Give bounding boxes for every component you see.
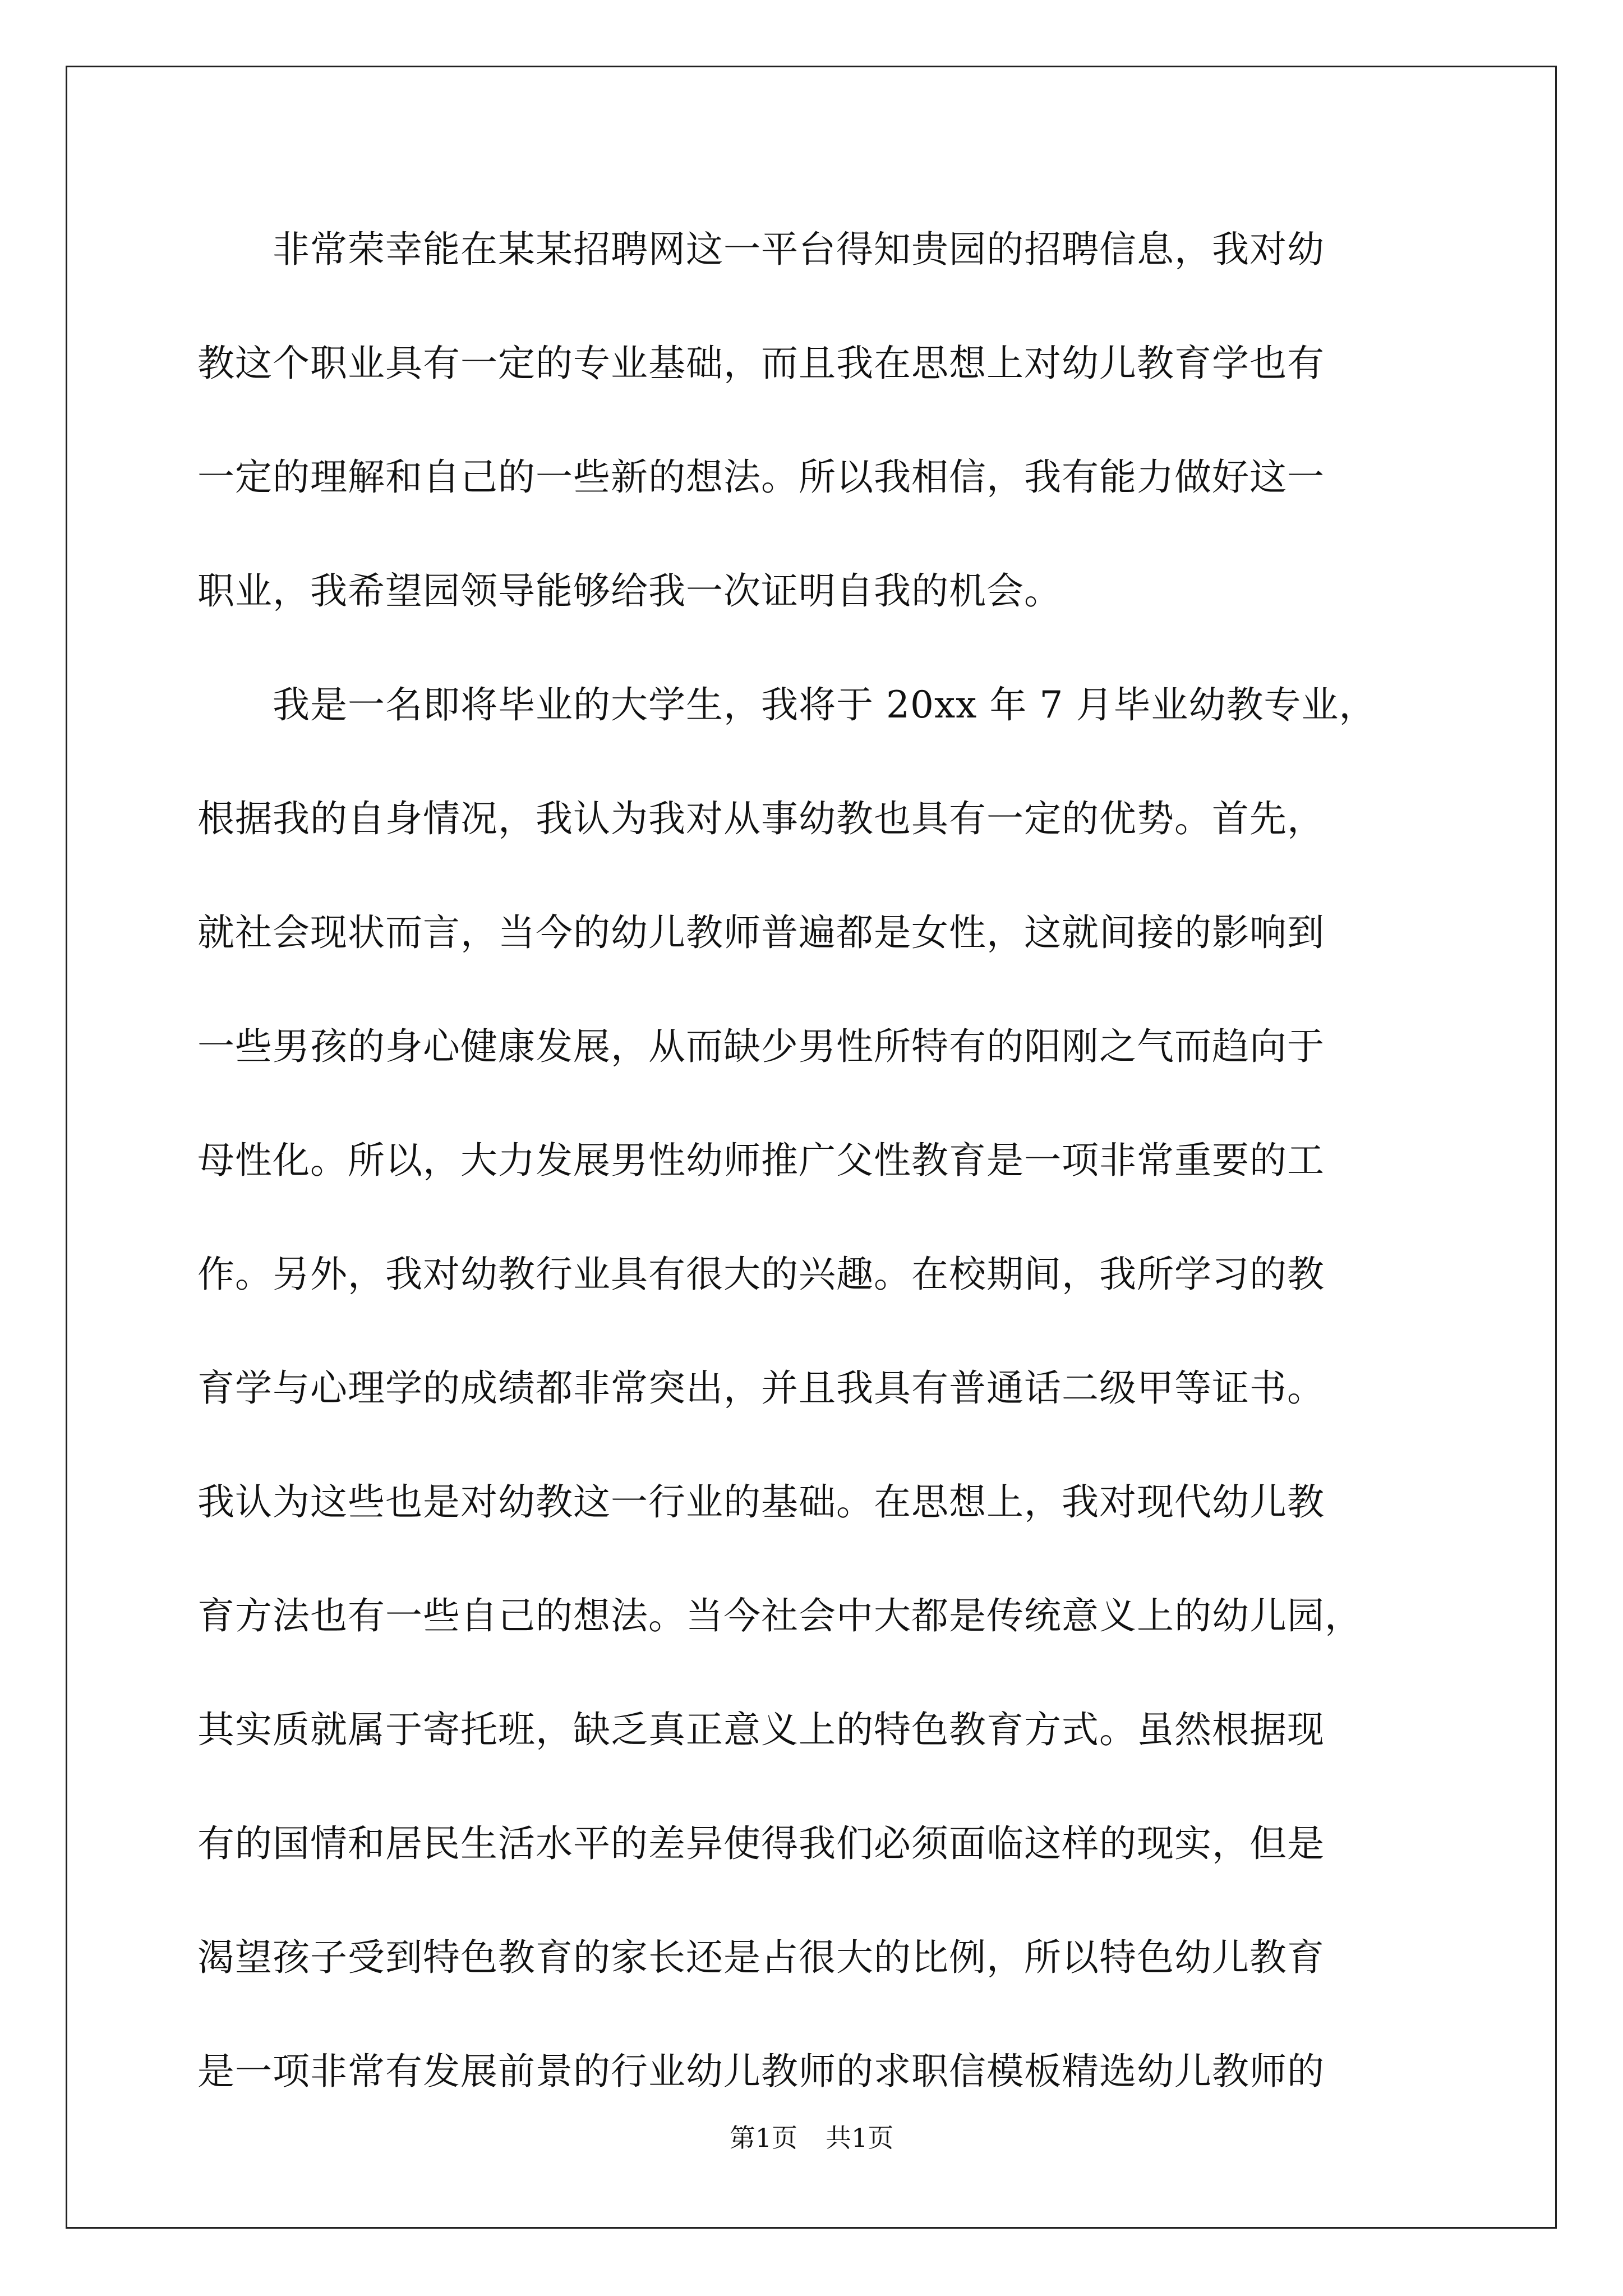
text-line: 渴望孩子受到特色教育的家长还是占很大的比例，所以特色幼儿教育 (197, 1936, 1325, 1979)
page-number-current: 第1页 (729, 2123, 797, 2153)
text-line: 我是一名即将毕业的大学生，我将于 20xx 年 7 月毕业幼教专业， (197, 683, 1377, 726)
text-line: 根据我的自身情况，我认为我对从事幼教也具有一定的优势。首先， (197, 797, 1325, 840)
text-line: 非常荣幸能在某某招聘网这一平台得知贵园的招聘信息，我对幼 (197, 228, 1325, 271)
text-line: 其实质就属于寄托班，缺乏真正意义上的特色教育方式。虽然根据现 (197, 1708, 1325, 1751)
text-line: 一些男孩的身心健康发展，从而缺少男性所特有的阳刚之气而趋向于 (197, 1025, 1325, 1068)
text-line: 一定的理解和自己的一些新的想法。所以我相信，我有能力做好这一 (197, 455, 1325, 499)
document-body (197, 213, 1454, 2149)
page-number-total: 共1页 (826, 2123, 894, 2153)
text-line: 有的国情和居民生活水平的差异使得我们必须面临这样的现实，但是 (197, 1822, 1325, 1865)
text-line: 就社会现状而言，当今的幼儿教师普遍都是女性，这就间接的影响到 (197, 911, 1325, 954)
text-line: 职业，我希望园领导能够给我一次证明自我的机会。 (197, 569, 1062, 613)
text-line: 作。另外，我对幼教行业具有很大的兴趣。在校期间，我所学习的教 (197, 1253, 1325, 1296)
text-line: 育方法也有一些自己的想法。当今社会中大都是传统意义上的幼儿园， (197, 1594, 1362, 1637)
text-line: 教这个职业具有一定的专业基础，而且我在思想上对幼儿教育学也有 (197, 342, 1325, 385)
page-footer (0, 2118, 1623, 2155)
text-line: 母性化。所以，大力发展男性幼师推广父性教育是一项非常重要的工 (197, 1139, 1325, 1182)
text-line: 我认为这些也是对幼教这一行业的基础。在思想上，我对现代幼儿教 (197, 1480, 1325, 1524)
text-line: 育学与心理学的成绩都非常突出，并且我具有普通话二级甲等证书。 (197, 1366, 1325, 1410)
text-line: 是一项非常有发展前景的行业幼儿教师的求职信模板精选幼儿教师的 (197, 2050, 1325, 2093)
